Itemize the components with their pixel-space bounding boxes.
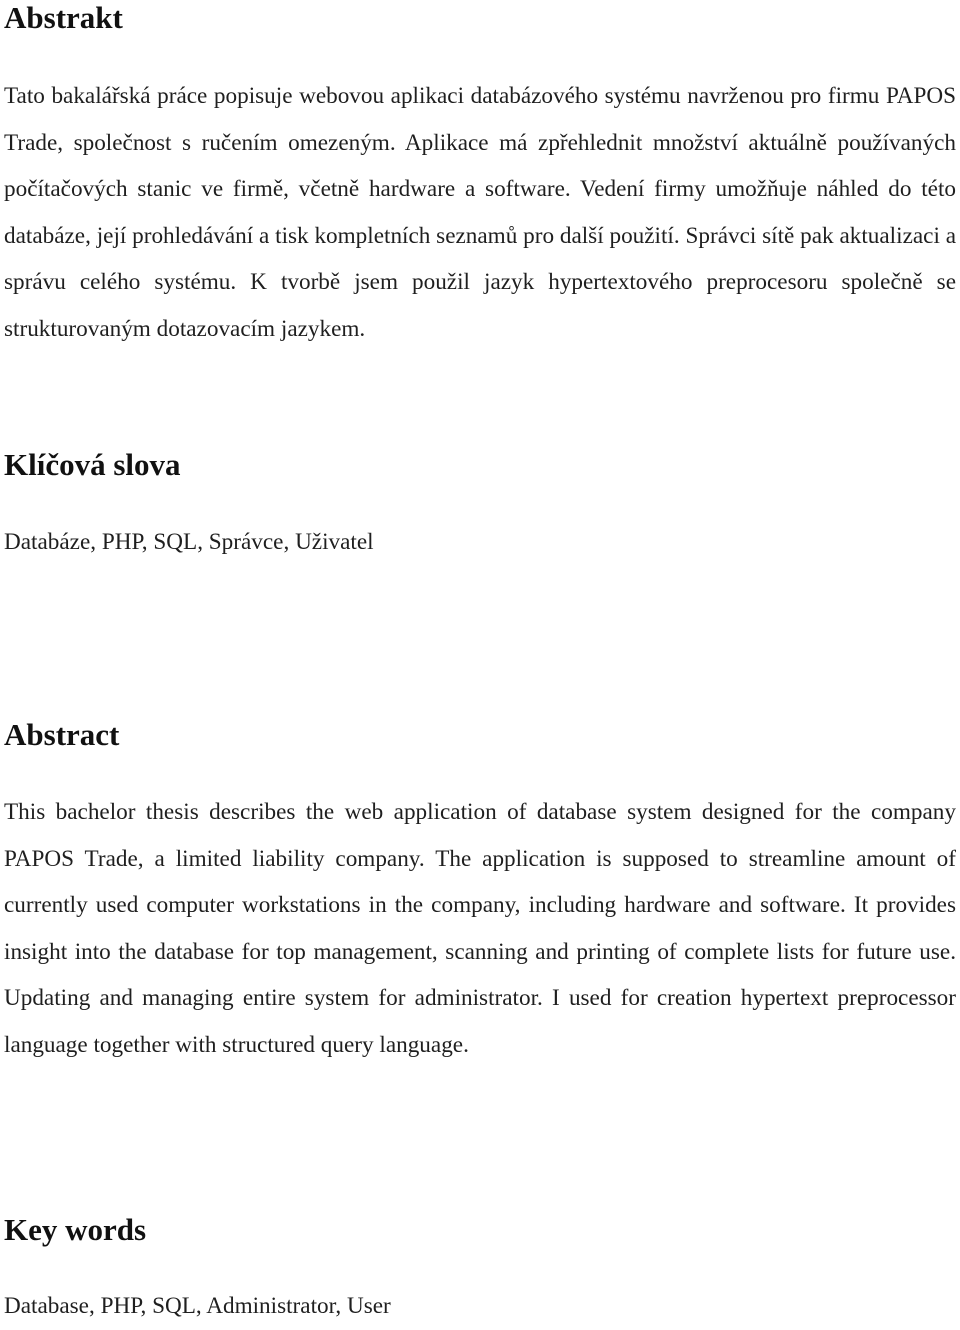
abstract-heading: Abstract [4,717,120,752]
key-words-heading: Key words [4,1212,147,1247]
abstrakt-heading: Abstrakt [4,0,123,35]
key-words-paragraph: Database, PHP, SQL, Administrator, User [4,1293,391,1319]
klicova-slova-paragraph: Databáze, PHP, SQL, Správce, Uživatel [4,529,374,555]
abstrakt-paragraph: Tato bakalářská práce popisuje webovou aplikaci databázového systému navrženou pro firmu PAPOS Trade, společnost s ručením omezeným. Aplikace má zpřehlednit množství aktuálně používaných počítačových stanic ve firmě, včetně hardware a software. Vedení firmy umožňuje náhled do této databáze, její prohledávání a tisk kompletních seznamů pro další použití. Správci sítě pak aktualizaci a správu celého systému. K tvorbě jsem použil jazyk hypertextového preprocesoru společně se strukturovaným dotazovacím jazykem. [4,83,956,342]
klicova-slova-heading: Klíčová slova [4,447,181,482]
abstract-paragraph: This bachelor thesis describes the web application of database system designed for the company PAPOS Trade, a limited liability company. The application is supposed to streamline amount of currently used computer workstations in the company, including hardware and software. It provides insight into the database for top management, scanning and printing of complete lists for future use. Updating and managing entire system for administrator. I used for creation hypertext preprocessor language together with structured query language. [4,799,956,1058]
